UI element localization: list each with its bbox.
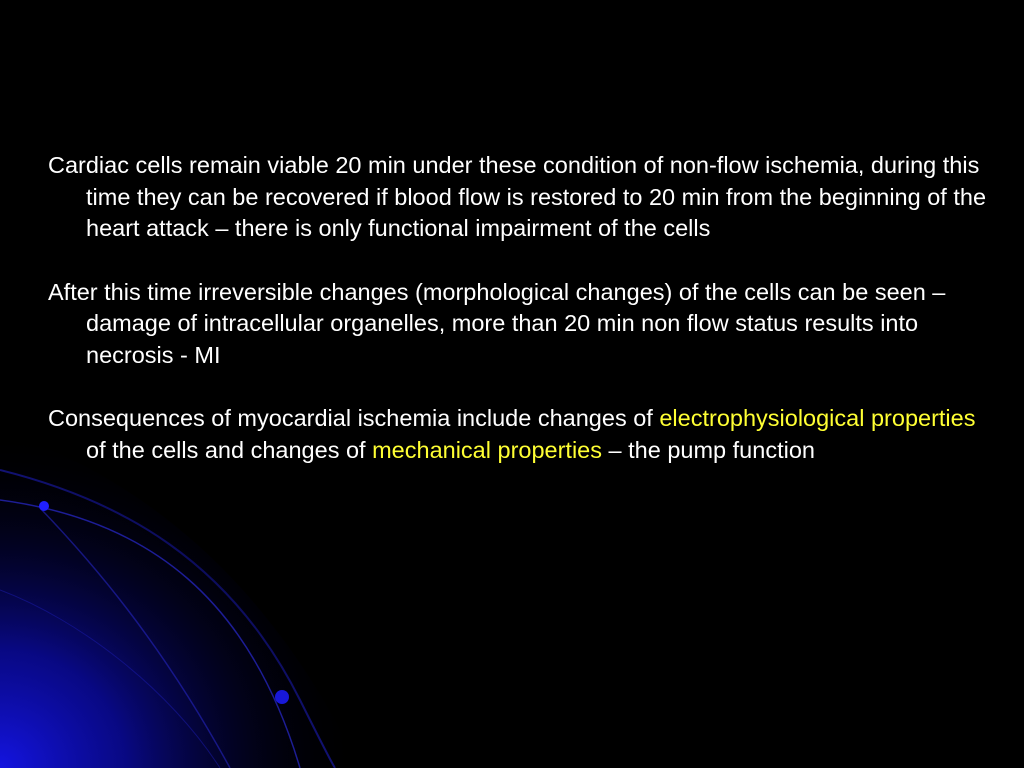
slide-content (48, 150, 988, 498)
paragraph-3-part-1: Consequences of myocardial ischemia include changes of (48, 405, 660, 431)
paragraph-1: Cardiac cells remain viable 20 min under these condition of non-flow ischemia, during this time they can be recovered if blood flow is restored to 20 min from the beginning of the heart attack – there is only functional impairment of the cells (48, 152, 987, 241)
highlight-mechanical: mechanical properties (372, 436, 603, 463)
paragraph-2: After this time irreversible changes (morphological changes) of the cells can be seen – damage of intracellular organelles, more than 20 min non flow status results into necrosis - MI (48, 278, 946, 368)
paragraph-3 (48, 403, 988, 466)
paragraph-3-part-3: – the pump function (602, 436, 815, 463)
paragraph-3-part-2: of the cells and changes of (86, 436, 373, 463)
decor-dot-1 (39, 501, 49, 511)
decor-dot-2 (275, 690, 289, 704)
highlight-electrophysiological: electrophysiological properties (659, 405, 976, 431)
